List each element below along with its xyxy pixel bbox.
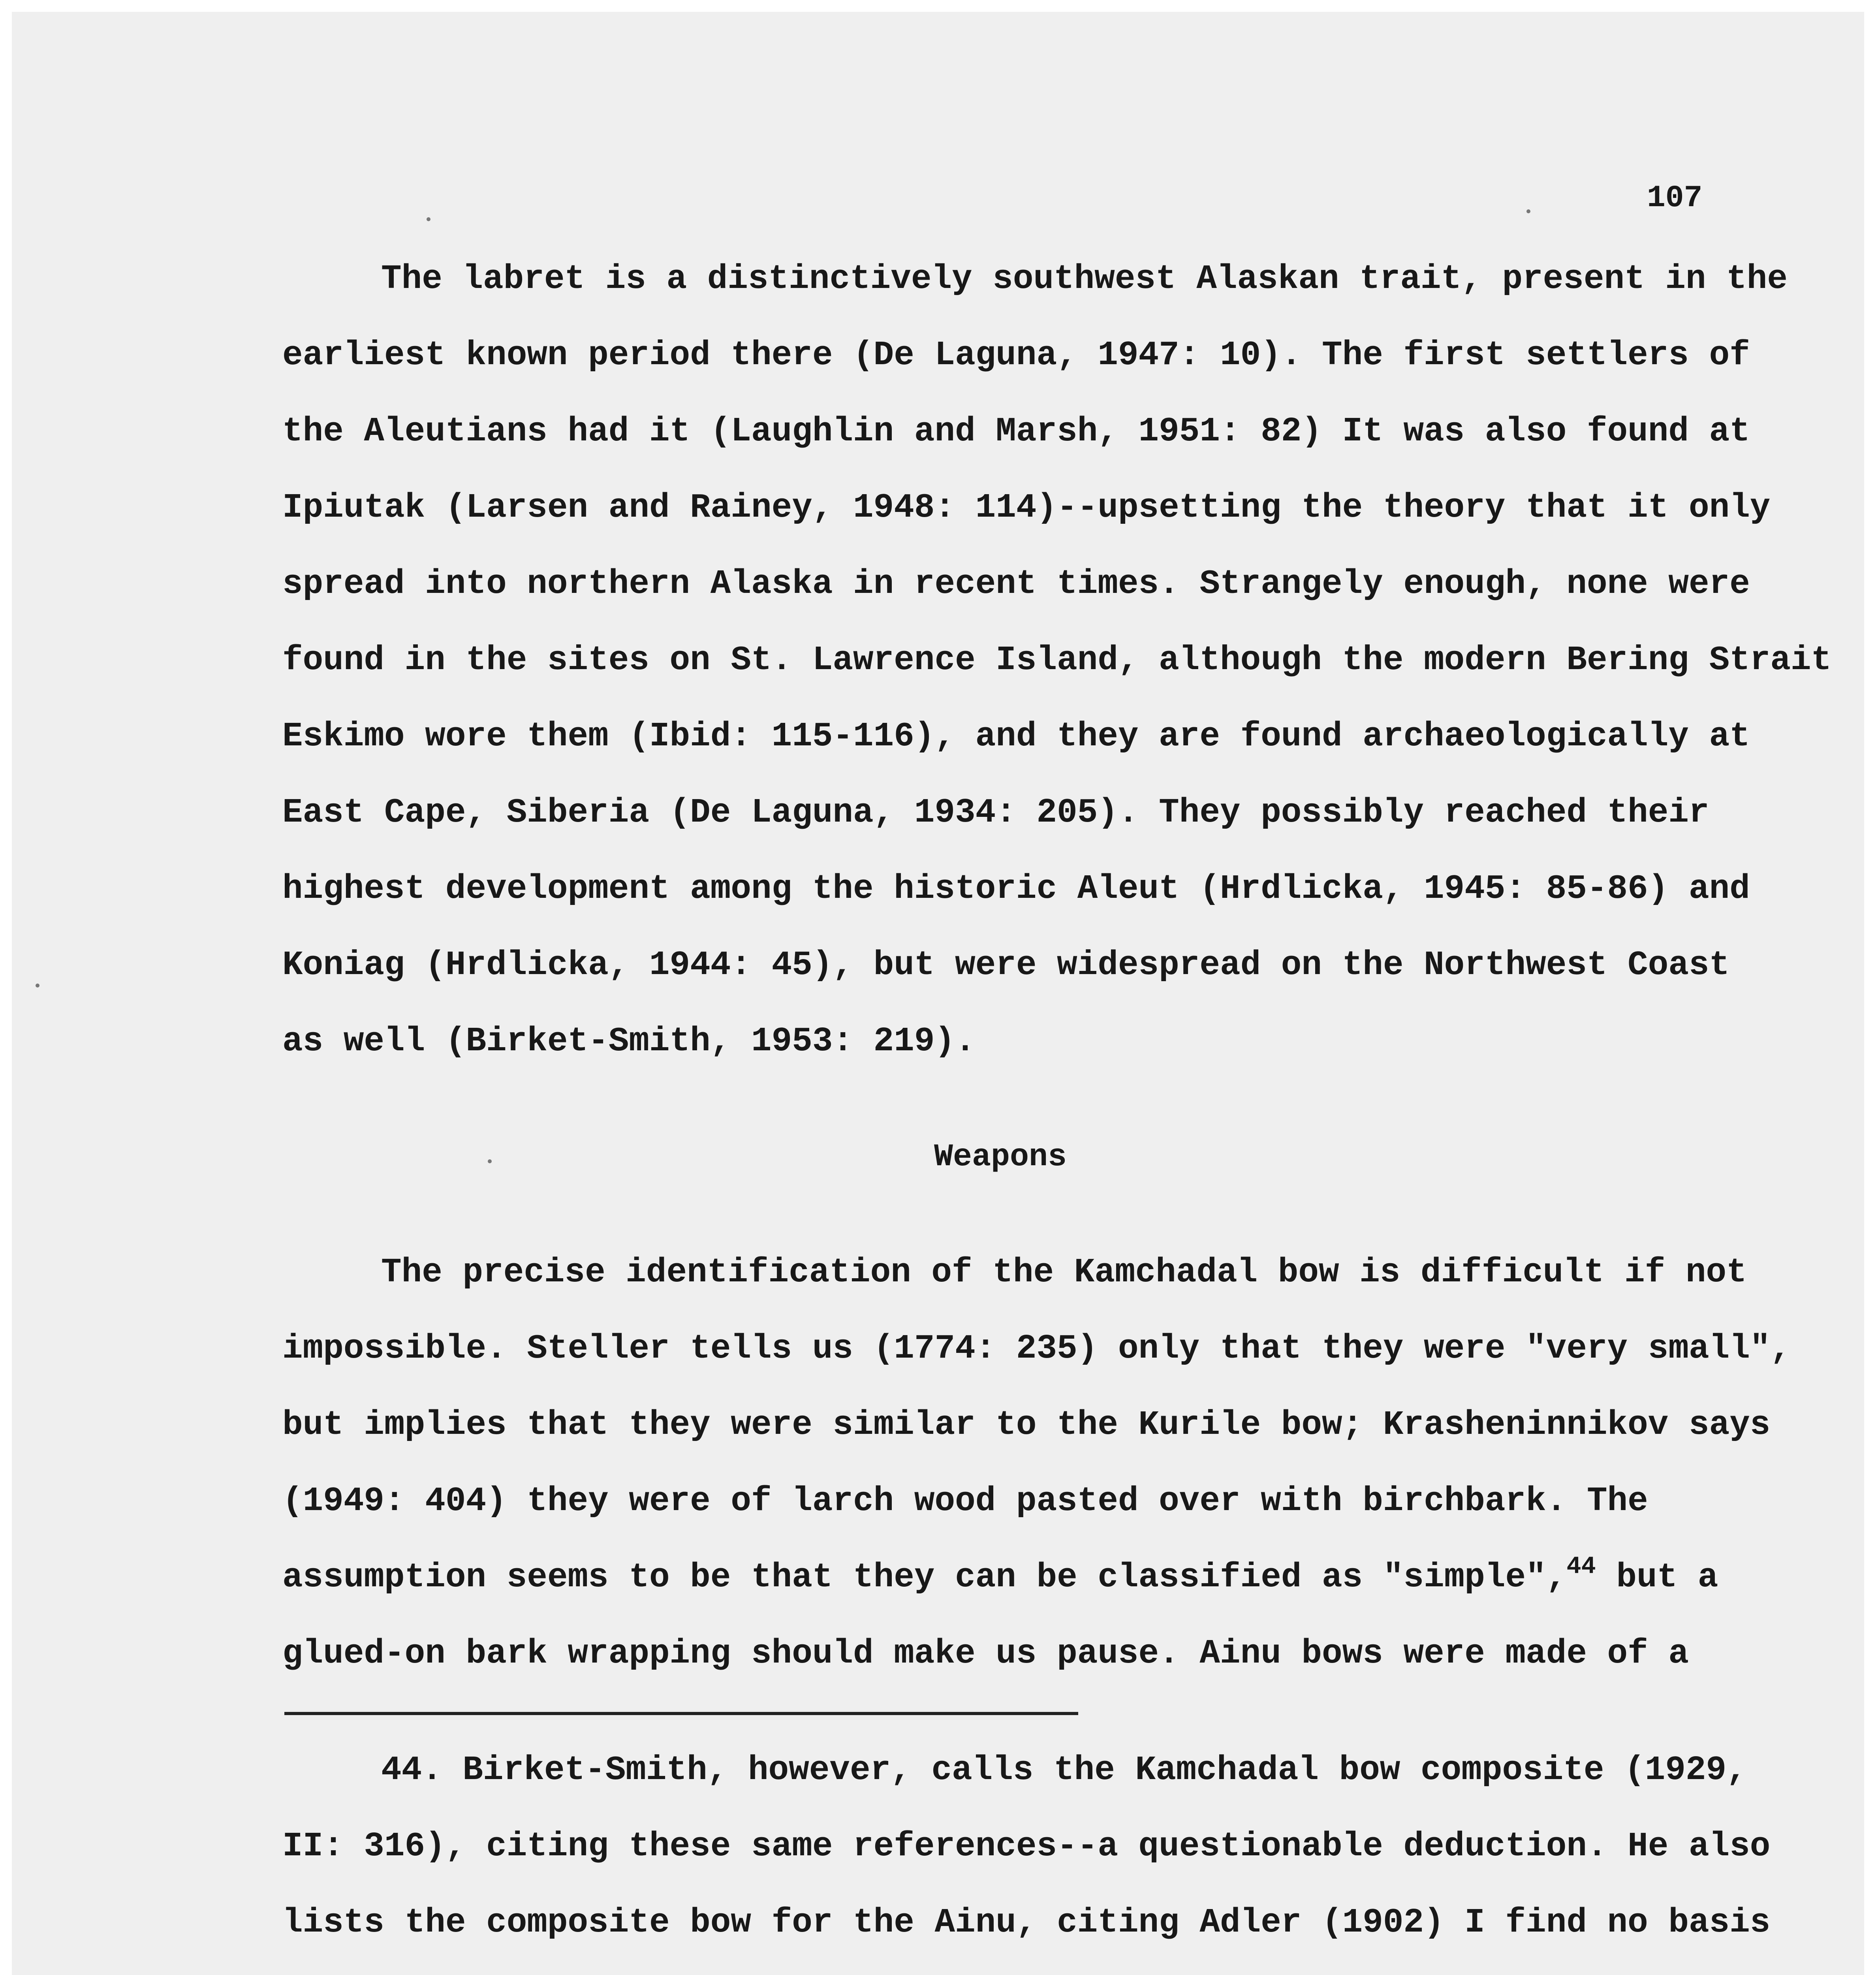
text-line: spread into northern Alaska in recent times. Strangely enough, none were — [282, 564, 1750, 603]
text-line: Koniag (Hrdlicka, 1944: 45), but were widespread on the Northwest Coast — [282, 946, 1730, 984]
document-page — [12, 12, 1864, 1975]
footnote-divider — [284, 1712, 1078, 1715]
footnote-44 — [282, 1732, 1771, 1975]
text-line: but implies that they were similar to the Kurile bow; Krasheninnikov says — [282, 1405, 1771, 1444]
footnote-reference: 44 — [1566, 1552, 1596, 1580]
text-line: lists the composite bow for the Ainu, citing Adler (1902) I find no basis — [282, 1903, 1771, 1942]
paragraph-weapons — [282, 1234, 1791, 1692]
text-line: (1949: 404) they were of larch wood pasted over with birchbark. The — [282, 1482, 1648, 1520]
text-line: the Aleutians had it (Laughlin and Marsh, 1951: 82) It was also found at — [282, 412, 1750, 451]
text-line: The precise identification of the Kamchadal bow is difficult if not — [381, 1253, 1747, 1292]
paper-speck — [488, 1159, 492, 1163]
paper-speck — [1526, 209, 1530, 213]
text-line: glued-on bark wrapping should make us pause. Ainu bows were made of a — [282, 1634, 1689, 1673]
paragraph-labret — [282, 241, 1832, 1080]
text-line: The labret is a distinctively southwest Alaskan trait, present in the — [381, 260, 1788, 298]
text-line: found in the sites on St. Lawrence Island, although the modern Bering Strait — [282, 641, 1832, 679]
text-line: impossible. Steller tells us (1774: 235) only that they were "very small", — [282, 1329, 1791, 1368]
text-line: II: 316), citing these same references--a questionable deduction. He also — [282, 1827, 1771, 1866]
text-line: earliest known period there (De Laguna, 1947: 10). The first settlers of — [282, 336, 1750, 374]
text-segment: assumption seems to be that they can be classified as "simple", — [282, 1558, 1567, 1597]
text-line: Eskimo wore them (Ibid: 115-116), and they are found archaeologically at — [282, 717, 1750, 756]
text-segment: but a — [1596, 1558, 1718, 1597]
text-line-with-note — [282, 1539, 1756, 1616]
text-line: East Cape, Siberia (De Laguna, 1934: 205). They possibly reached their — [282, 793, 1709, 832]
paper-speck — [427, 217, 430, 221]
page-number: 107 — [1647, 181, 1703, 216]
text-line — [282, 1961, 1756, 1975]
text-line: as well (Birket-Smith, 1953: 219). — [282, 1022, 976, 1061]
text-line: Ipiutak (Larsen and Rainey, 1948: 114)--upsetting the theory that it only — [282, 488, 1771, 527]
text-line: highest development among the historic Aleut (Hrdlicka, 1945: 85-86) and — [282, 869, 1750, 908]
text-line: 44. Birket-Smith, however, calls the Kamchadal bow composite (1929, — [381, 1751, 1747, 1789]
paper-speck — [36, 984, 39, 988]
section-heading: Weapons — [934, 1139, 1067, 1175]
